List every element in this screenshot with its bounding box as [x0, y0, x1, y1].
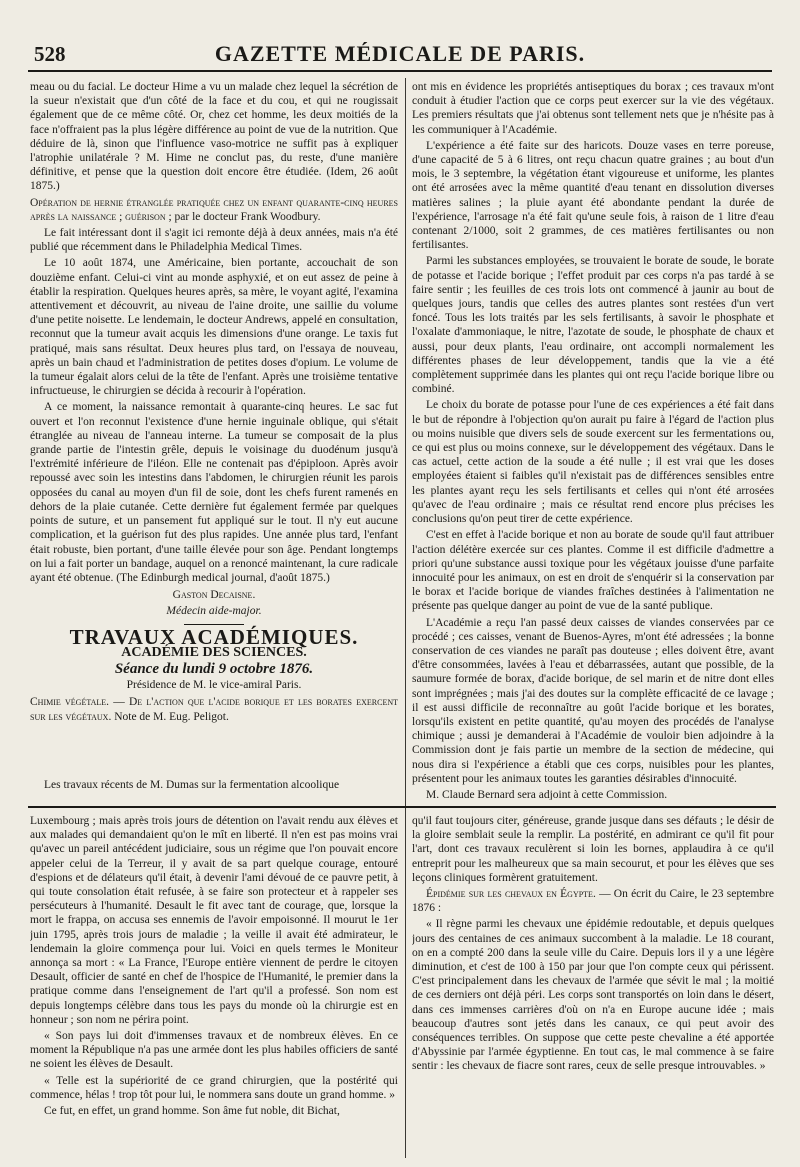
academy-name: ACADÉMIE DES SCIENCES. [121, 644, 307, 660]
article-author: par le docteur Frank Woodbury. [174, 210, 321, 223]
paragraph: Ce fut, en effet, un grand homme. Son âme fut noble, dit Bichat, [44, 1105, 340, 1118]
article-title: Chimie végétale. — De l'action que l'acide borique et les borates exercent sur les végétaux. [30, 696, 398, 723]
paragraph: qu'il faut toujours citer, généreuse, grande jusque dans ses défauts ; le désir de la gloire semblait seule la remplir. La postérité, en admirant ce qu'il fit pour l'art, dont ces travaux reculèrent si loin les bornes, applaudira à ce qu'il entreprit pour les malheureux que sa main secourut, et pour les élèves que ses leçons cliniques formèrent gratuitement. [412, 815, 774, 884]
article-heading [412, 887, 774, 915]
article-heading [30, 196, 398, 224]
upper-right-column [412, 80, 774, 800]
paragraph: M. Claude Bernard sera adjoint à cette Commission. [426, 788, 668, 800]
paragraph: L'expérience a été faite sur des haricots. Douze vases en terre poreuse, d'une capacité de 5 à 6 litres, ont reçu chacun quatre graines ; au bout d'un mois, le 3 septembre, la végétation étant vigoureuse et uniforme, les plantes ont été arrosées avec la même quantité d'eau tenant en dissolution diverses matières salines ; la pluie ayant été abondante pendant la durée de l'expérience, l'arrosage n'a été fait qu'une seule fois, à raison de 1 litre d'eau contenant 2/1000, soit 2 grammes, de ces matières fertilisantes ou non fertilisantes. [412, 139, 774, 252]
bottom-right-column [412, 814, 774, 1159]
page-number: 528 [34, 42, 66, 66]
article-title: Épidémie sur les chevaux en Égypte. [426, 888, 596, 901]
upper-left-column [30, 80, 398, 770]
paragraph: Le choix du borate de potasse pour l'une de ces expériences a été fait dans le but de répondre à l'objection qu'on aurait pu faire à l'égard de l'action plus ou moins nuisible que divers sels de soude exercent sur les fermentations ou, ce qui est plus ou moins connexe, sur le développement des végétaux. Dans le cas actuel, cette action de la soude a été nulle ; il est vrai que les doses employées étaient si faibles qu'il n'existait pas de différences sensibles entre les plantes ayant reçu les sels fertilisants et celles qui n'ont été arrosées qu'avec de l'eau ordinaire ; mais ce résultat rend encore plus précises les conclusions qu'on peut tirer de cette expérience. [412, 399, 774, 526]
paragraph: « Il règne parmi les chevaux une épidémie redoutable, et depuis quelques jours des centaines de ces animaux succombent à la maladie. Le 18 courant, on en a compté 200 dans la seule ville du Caire. Depuis lors il y a une légère diminution, et c'est de 100 à 150 par jour que l'on compte ceux qui périssent. C'est principalement dans les chevaux de l'armée que sévit le mal ; la moitié de ces derniers ont déjà péri. Les corps sont transportés on loin dans le désert, dans ces immenses carrières d'où on n'a en Europe aucune idée ; mais beaucoup d'autres sont jetés dans les canaux, ce qui peut avoir des conséquences terribles. On suppose que cette peste chevaline a été apportée d'Abyssinie par l'armée égyptienne. En tout cas, le mal commence à se faire sentir : les chevaux de fiacre sont rares, ceux de selle presque introuvables. » [412, 918, 774, 1073]
paragraph: Le 10 août 1874, une Américaine, bien portante, accouchait de son douzième enfant. Celui-ci vint au monde asphyxié, et on eut assez de peine à établir la respiration. Quelques heures après, sa mère, le voyant agité, l'examina attentivement et découvrit, au niveau de l'aine droite, une saillie du volume d'une petite noisette. Le lendemain, le docteur Andrews, appelé en consultation, reconnut que la tumeur avait acquis les dimensions d'une orange. Le taxis fut pratiqué, mais sans résultat. Deux heures plus tard, on l'essaya de nouveau, après un bain chaud et l'administration de petites doses d'opium. Le volume de la tumeur égalait alors celui de la tête de l'enfant. Après une troisième tentative infructueuse, le chirurgien se décida à recourir à l'opération. [30, 257, 398, 398]
section-title: TRAVAUX ACADÉMIQUES. [69, 624, 359, 649]
paragraph: meau ou du facial. Le docteur Hime a vu un malade chez lequel la sécrétion de la sueur n'existait que d'un côté de la face et du cou, et qui ne rougissait également que de ce même côté. Or, chez cet homme, les deux moitiés de la face n'offraient pas la plus légère différence au point de vue de la nutrition. Que déduire de là, sinon que l'influence vaso-motrice ne suffit pas à expliquer l'atrophie unilatérale ? M. Hime ne conclut pas, du reste, d'une manière définitive, et pense que la question doit encore être étudiée. (Idem, 26 août 1875.) [30, 81, 398, 193]
journal-title: GAZETTE MÉDICALE DE PARIS. [214, 41, 586, 66]
presidency: Présidence de M. le vice-amiral Paris. [126, 679, 302, 692]
bottom-left-column [30, 814, 398, 1159]
paragraph: C'est en effet à l'acide borique et non au borate de soude qu'il faut attribuer l'action délétère exercée sur ces plantes. Comme il est difficile d'admettre a priori qu'une substance aussi toxique pour les végétaux jouisse d'une parfaite innocuité pour les animaux, on est en droit de s'enquérir si la conservation par le borax et l'acide borique de viandes fraîches destinées à l'alimentation ne présente pas quelque danger au point de vue de la santé publique. [412, 529, 774, 613]
column-divider [405, 78, 406, 1158]
paragraph: L'Académie a reçu l'an passé deux caisses de viandes conservées par ce procédé ; ces caisses, venant de Buenos-Ayres, m'ont été adressées ; la bonne conservation de ces viandes ne paraît pas douteuse ; elles doivent être, avant d'être consommées, lavées à l'eau et débarrassées, autant que possible, de la saumure formée de borax, d'acide borique, de sel marin et de nitre dont elles sont imprégnées ; mais j'ai des doutes sur la complète efficacité de ce lavage ; il est aussi difficile de reconnaître au goût l'acide borique et les borates, lorsqu'ils existent en petite quantité, qu'au moyen des procédés de l'analyse chimique ; aussi je demanderai à l'Académie de vouloir bien adjoindre à la Commission dont je fais partie un membre de la section de médecine, qui nous dira si l'expérience a établi que ces corps, nuisibles pour les plantes, présentent pour les animaux toutes les garanties désirables d'innocuité. [412, 616, 774, 785]
article-dateline: — On écrit du Caire, le 23 septembre 1876 : [412, 888, 774, 915]
upper-left-column-end [30, 778, 398, 798]
session-date: Séance du lundi 9 octobre 1876. [114, 660, 314, 677]
paragraph: Luxembourg ; mais après trois jours de détention on l'avait rendu aux élèves et aux malades qui demandaient qu'on le mît en liberté. Il n'en est pas moins vrai qu'avec un pareil antécédent judiciaire, sous un régime que l'on pouvait encore appeler celui de la Terreur, il y avait de sa part quelque courage, entouré d'espions et de délateurs qu'il était, à devenir l'ami dévoué de ce pauvre petit, à qui toute consolation était refusée, à se faire son protecteur et à rappeler ses persécuteurs à l'humanité. Desault le fit avec tant de courage, que, lorsque la mort le frappa, on accusa ses ennemis de l'avoir empoisonné. Il mourut le 1er juin 1795, après trois jours de maladie ; la veille il avait été admirateur, le lendemain la gloire commença pour lui. Voici en quels termes le Moniteur annonça sa mort : « La France, l'Europe entière viennent de perdre le citoyen Desault, officier de santé en chef de l'hospice de l'Humanité, le premier dans la pratique comme dans l'enseignement de l'art qu'il a professé. Son nom est depuis longtemps célèbre dans tous les pays du monde où la chirurgie est en honneur ; son nom ne périra point. [30, 815, 398, 1026]
article-title: Opération de hernie étranglée pratiquée chez un enfant quarante-cinq heures après la naissance ; guérison ; [30, 196, 398, 223]
article-heading [30, 695, 398, 723]
paragraph: Les travaux récents de M. Dumas sur la fermentation alcoolique [44, 779, 340, 791]
paragraph: A ce moment, la naissance remontait à quarante-cinq heures. Le sac fut ouvert et l'on reconnut l'existence d'une hernie inguinale oblique, qui s'était étranglée au niveau de l'anneau interne. La tumeur se composait de la plus grande partie de l'intestin grêle, depuis le voisinage du duodénum jusqu'à l'extrémité inférieure de l'iléon. Elle ne contenait pas d'épiploon. Après avoir repoussé avec soin les intestins dans l'abdomen, le chirurgien réunit les parois opposées du canal au moyen d'un fil de soie, dont les chefs furent ramenés en dehors de la plaie cutanée. Cette dernière fut également fermée par quelques points de suture, et un pansement fut appliqué sur le tout. Il n'y eut aucune complication, et la guérison fut des plus rapides. Une année plus tard, l'enfant était robuste, bien portant, d'une taille élevée pour son âge. Pendant longtemps on lui a fait porter un bandage, auquel on a renoncé maintenant, la cure radicale ayant été obtenue. (The Edinburgh medical journal, d'août 1875.) [30, 401, 398, 584]
paragraph: ont mis en évidence les propriétés antiseptiques du borax ; ces travaux m'ont conduit à étudier l'action que ce corps peut exercer sur la vie des végétaux. Les premiers résultats que j'ai obtenus sont tellement nets que je n'hésite pas à les communiquer à l'Académie. [412, 81, 774, 136]
article-author: Note de M. Eug. Peligot. [114, 710, 229, 723]
header-rule [28, 70, 772, 72]
paragraph: « Telle est la supériorité de ce grand chirurgien, que la postérité qui commence, hélas ! trop tôt pour lui, le nommera sans doute un grand homme. » [30, 1074, 398, 1101]
author-role: Médecin aide-major. [166, 605, 262, 618]
author-signature: Gaston Decaisne. [172, 589, 256, 602]
paragraph: Le fait intéressant dont il s'agit ici remonte déjà à deux années, mais n'a été publié que récemment dans le Philadelphia Medical Times. [30, 227, 398, 254]
feuilleton-rule [28, 806, 776, 808]
paragraph: Parmi les substances employées, se trouvaient le borate de soude, le borate de potasse et l'acide borique ; l'effet produit par ces corps n'a pas tardé à se faire sentir ; les feuilles de ces trois lots ont commencé à jaunir au bout de quelques jours, tandis que celles des autres plantes sont restées d'un vert foncé. Tous les lots traités par les sels fertilisants, à savoir le phosphate et l'oxalate d'ammoniaque, le nitre, l'azotate de soude, le phosphate de chaux et aussi, pour deux plants, l'eau ordinaire, ont accompli normalement les différentes phases de leur développement, tandis que la vie a été complètement supprimée dans les plantes qui ont reçu l'acide borique libre ou combiné. [412, 255, 774, 396]
page-header [28, 40, 772, 66]
paragraph: « Son pays lui doit d'immenses travaux et de nombreux élèves. En ce moment la République n'a pas une armée dont les plus habiles officiers de santé ne soient les élèves de Desault. [30, 1030, 398, 1071]
